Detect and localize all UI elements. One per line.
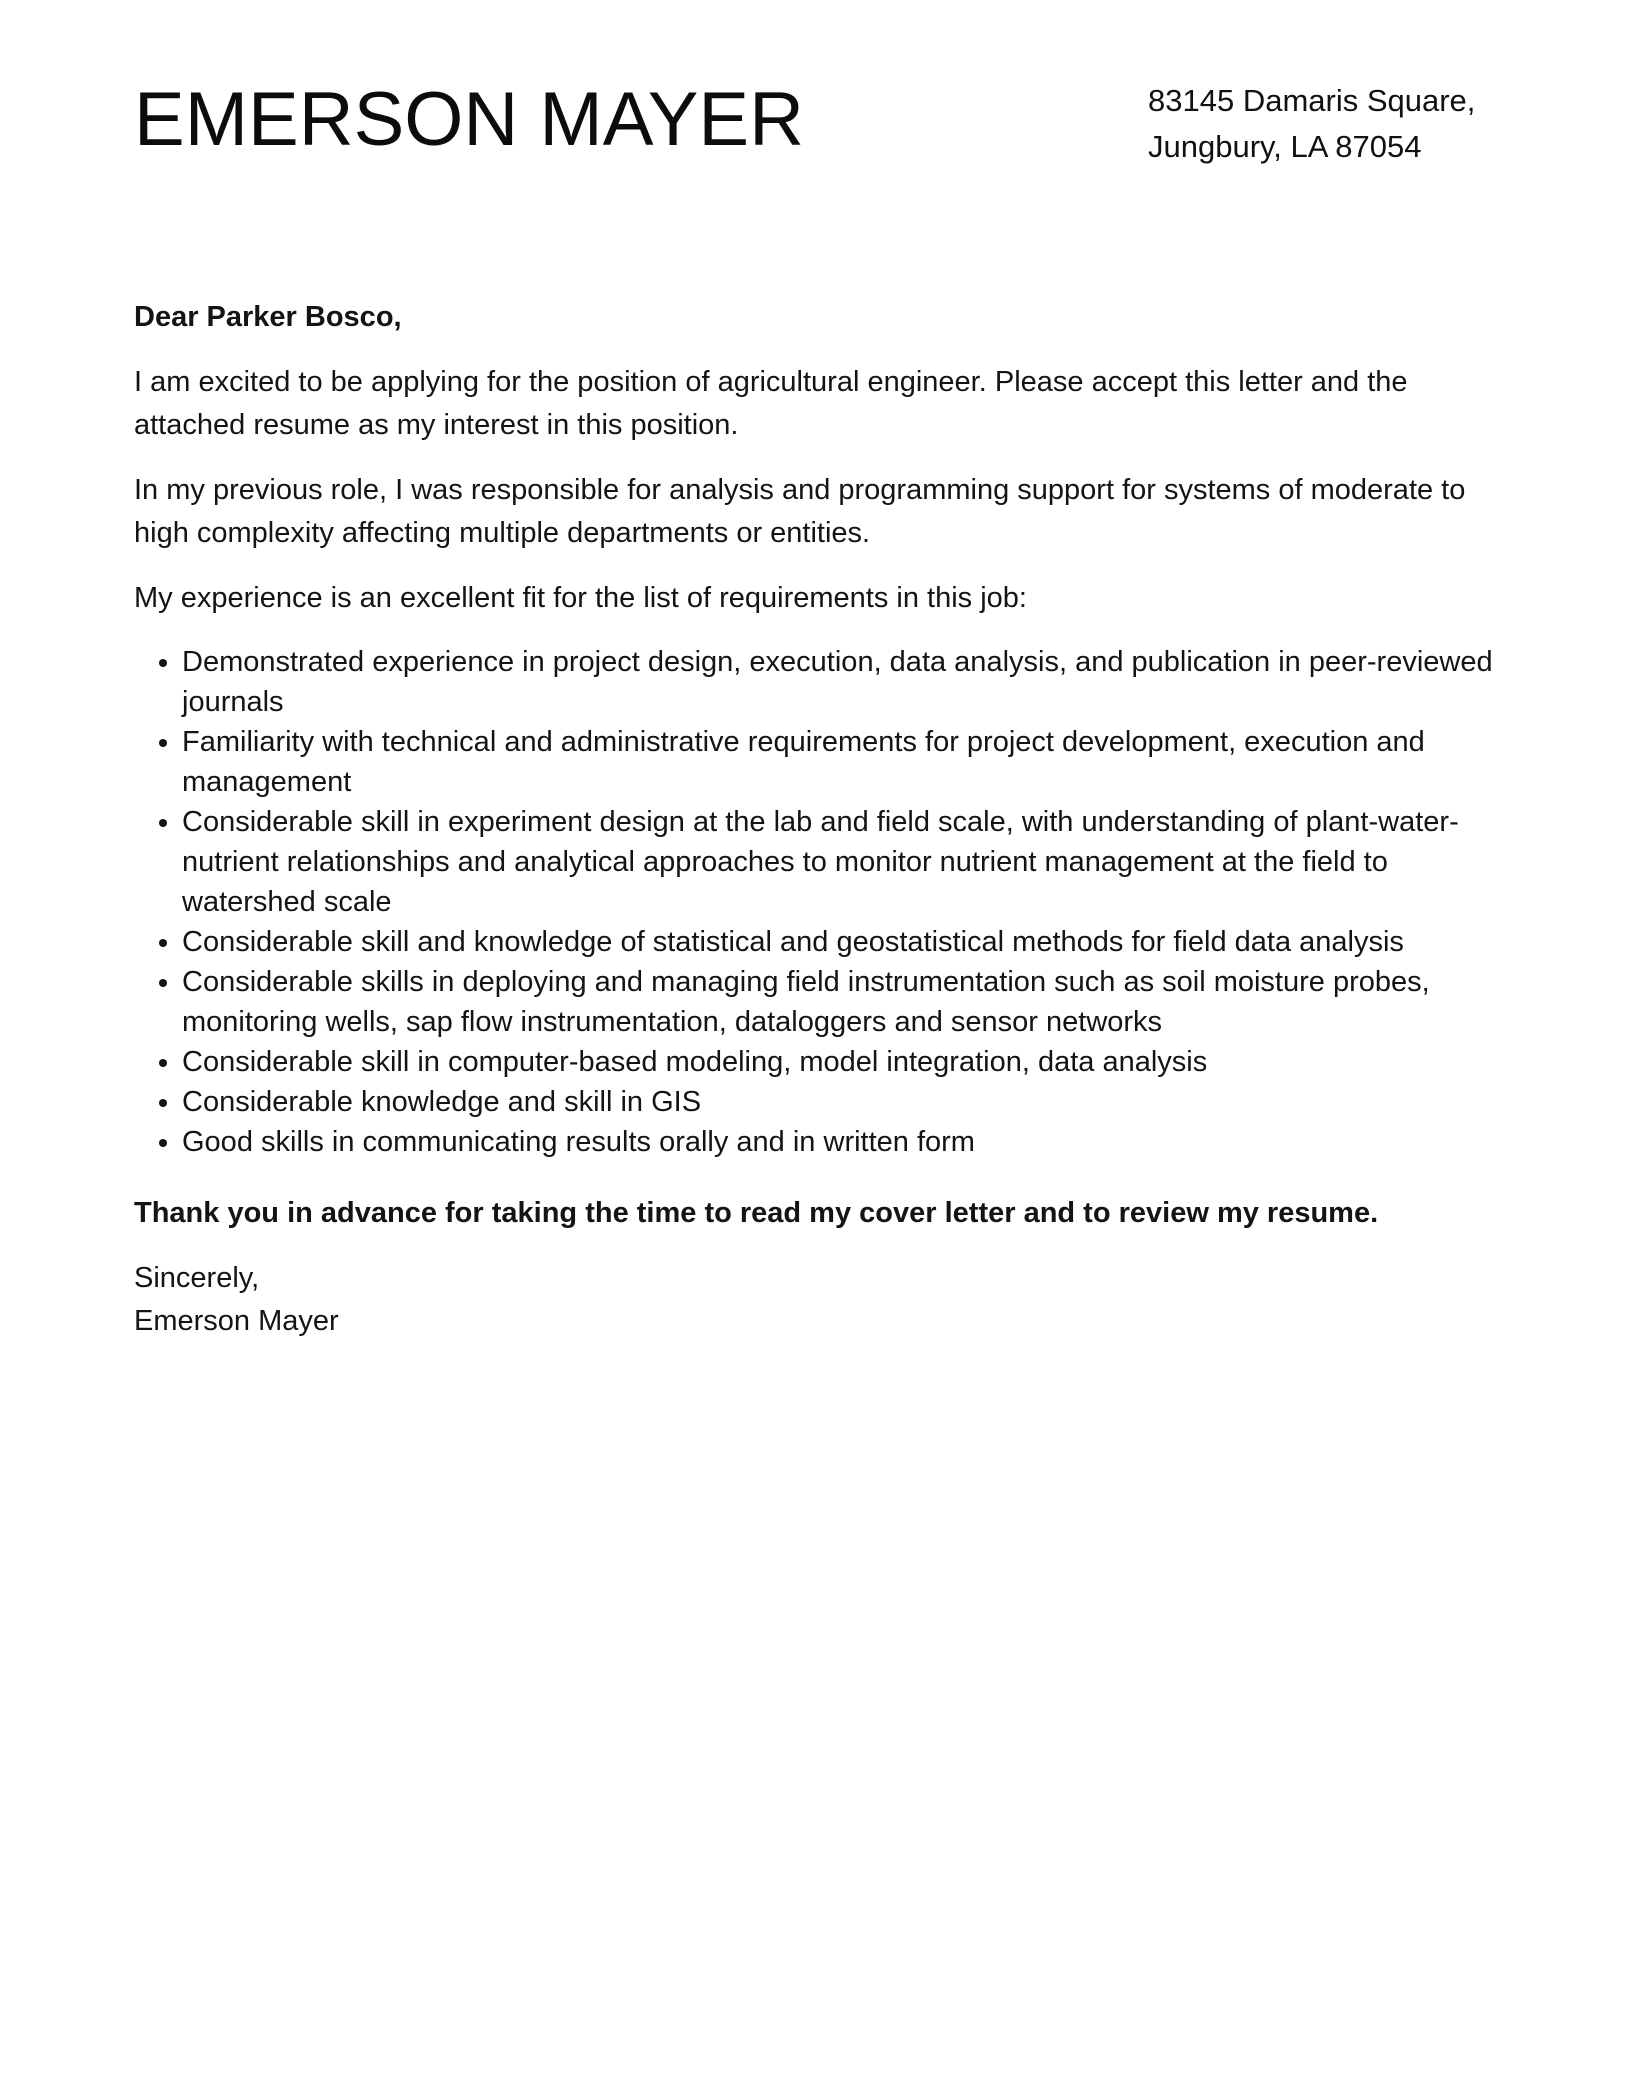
closing-paragraph: Thank you in advance for taking the time to read my cover letter and to review my resume.	[134, 1197, 1379, 1229]
list-item: • Considerable skill in experiment design at the lab and field scale, with understanding of plant-water-nutrient relationships and analytical approaches to monitor nutrient management at the field to watershed scale	[182, 802, 1500, 922]
list-item: • Good skills in communicating results orally and in written form	[182, 1122, 1500, 1162]
signature-name: Emerson Mayer	[134, 1305, 339, 1337]
requirements-list	[134, 642, 1500, 1162]
intro-paragraph: I am excited to be applying for the position of agricultural engineer. Please accept this letter and the attached resume as my interest in this position.	[134, 366, 1408, 441]
list-item: • Considerable skill and knowledge of statistical and geostatistical methods for field data analysis	[182, 922, 1500, 962]
signoff-block	[134, 1257, 1500, 1343]
applicant-name: EMERSON MAYER	[134, 77, 805, 162]
list-item: • Considerable skills in deploying and managing field instrumentation such as soil moisture probes, monitoring wells, sap flow instrumentation, dataloggers and sensor networks	[182, 962, 1500, 1042]
list-item: • Familiarity with technical and administrative requirements for project development, execution and management	[182, 722, 1500, 802]
list-item: • Demonstrated experience in project design, execution, data analysis, and publication in peer-reviewed journals	[182, 642, 1500, 722]
letter-header	[134, 72, 1498, 192]
signoff-text: Sincerely,	[134, 1262, 260, 1294]
applicant-address	[1148, 78, 1475, 170]
previous-role-paragraph: In my previous role, I was responsible for analysis and programming support for systems of moderate to high complexity affecting multiple departments or entities.	[134, 474, 1466, 549]
address-line-2: Jungbury, LA 87054	[1148, 129, 1422, 164]
requirements-intro-paragraph: My experience is an excellent fit for the list of requirements in this job:	[134, 582, 1027, 614]
address-line-1: 83145 Damaris Square,	[1148, 83, 1476, 118]
letter-body	[134, 296, 1500, 1343]
salutation: Dear Parker Bosco,	[134, 301, 402, 333]
list-item: • Considerable skill in computer-based modeling, model integration, data analysis	[182, 1042, 1500, 1082]
list-item: • Considerable knowledge and skill in GIS	[182, 1082, 1500, 1122]
